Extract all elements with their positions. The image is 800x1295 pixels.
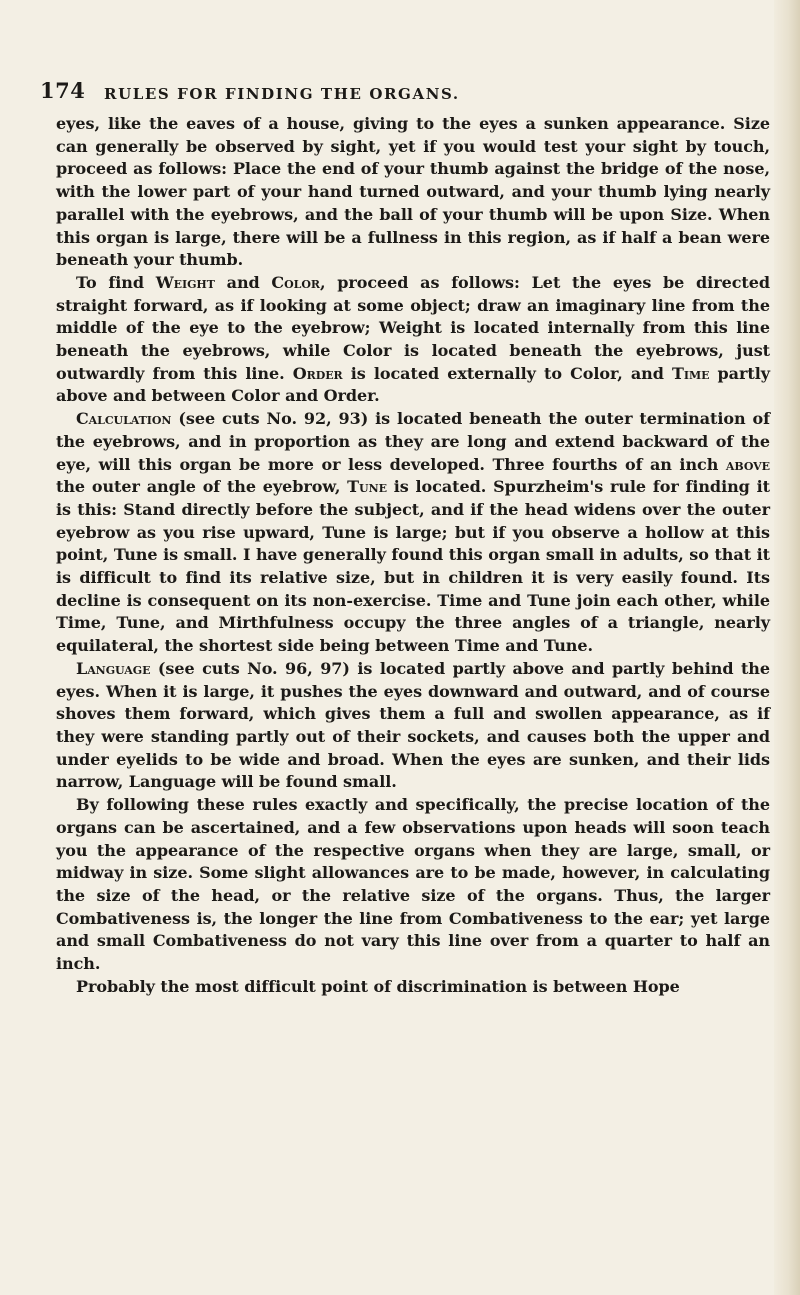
- small-caps-term: Weight: [155, 272, 215, 292]
- small-caps-term: above: [725, 454, 770, 474]
- page-number: 174: [40, 78, 86, 103]
- small-caps-term: Language: [76, 658, 151, 678]
- text-run: is located. Spurzheim's rule for finding it is this: Stand directly before the subject, and if the head widens over the outer eyebrow as you rise upward, Tune is large; but if you observe a hollow at this point, Tune is small. I have generally found this organ small in adults, so that it is difficult to find its relative size, but in children it is very easily found. Its decline is consequent on its non-exercise. Time and Tune join each other, while Time, Tune, and Mirthfulness occupy the three angles of a triangle, nearly equilateral, the shortest side being between Time and Tune.: [56, 477, 770, 656]
- text-run: To find: [76, 272, 156, 292]
- text-run: By following these rules exactly and specifically, the precise location of the organs can be ascertained, and a few observations upon heads will soon teach you the appearance of the respective organs when they are large, small, or midway in size. Some slight allowances are to be made, however, in calculating the size of the head, or the relative size of the organs. Thus, the larger Combativeness is, the longer the line from Combativeness to the ear; yet large and small Combativeness do not vary this line over from a quarter to half an inch.: [56, 795, 770, 974]
- small-caps-term: Time: [672, 363, 710, 383]
- text-run: Probably the most difficult point of discrimination is between Hope: [76, 976, 680, 996]
- text-run: , proceed as follows: Let the eyes be directed straight forward, as if looking at some object; draw an imaginary line from the middle of the eye to the eyebrow; Weight is located internally from this line beneath the eyebrows, while Color is located beneath the eyebrows, just outwardly from this line.: [56, 272, 771, 383]
- text-run: (see cuts No. 92, 93) is located beneath the outer termination of the eyebrows, and in proportion as they are long and extend backward of the eye, will this organ be more or less developed. Three fourths of an inch: [56, 409, 770, 474]
- text-run: (see cuts No. 96, 97) is located partly above and partly behind the eyes. When it is large, it pushes the eyes downward and outward, and of course shoves them forward, which gives them a full and swollen appearance, as if they were standing partly out of their sockets, and causes both the upper and under eyelids to be wide and broad. When the eyes are sunken, and their lids narrow, Language will be found small.: [56, 658, 770, 792]
- small-caps-term: Tune: [347, 477, 387, 497]
- paragraph: [56, 408, 770, 658]
- paragraph: [56, 272, 770, 408]
- small-caps-term: Order: [292, 363, 343, 383]
- text-run: eyes, like the eaves of a house, giving to the eyes a sunken appearance. Size can generally be observed by sight, yet if you would test your sight by touch, proceed as follows: Place the end of your thumb against the bridge of the nose, with the lower part of your hand turned outward, and your thumb lying nearly parallel with the eyebrows, and the ball of your thumb will be upon Size. When this organ is large, there will be a fullness in this region, as if half a bean were beneath your thumb.: [56, 114, 770, 270]
- small-caps-term: Color: [271, 272, 320, 292]
- text-run: is located externally to Color, and: [342, 363, 673, 383]
- paragraph: [56, 113, 770, 272]
- text-run: partly above and between Color and Order.: [56, 363, 770, 406]
- body-text: [56, 113, 770, 998]
- small-caps-term: Calculation: [76, 409, 172, 429]
- paragraph: [56, 794, 770, 976]
- page-edge-shadow: [774, 0, 800, 1295]
- text-run: the outer angle of the eyebrow,: [56, 477, 348, 497]
- running-title: RULES FOR FINDING THE ORGANS.: [104, 85, 460, 103]
- text-run: and: [214, 272, 272, 292]
- paragraph: [56, 658, 770, 794]
- paragraph: [56, 976, 770, 999]
